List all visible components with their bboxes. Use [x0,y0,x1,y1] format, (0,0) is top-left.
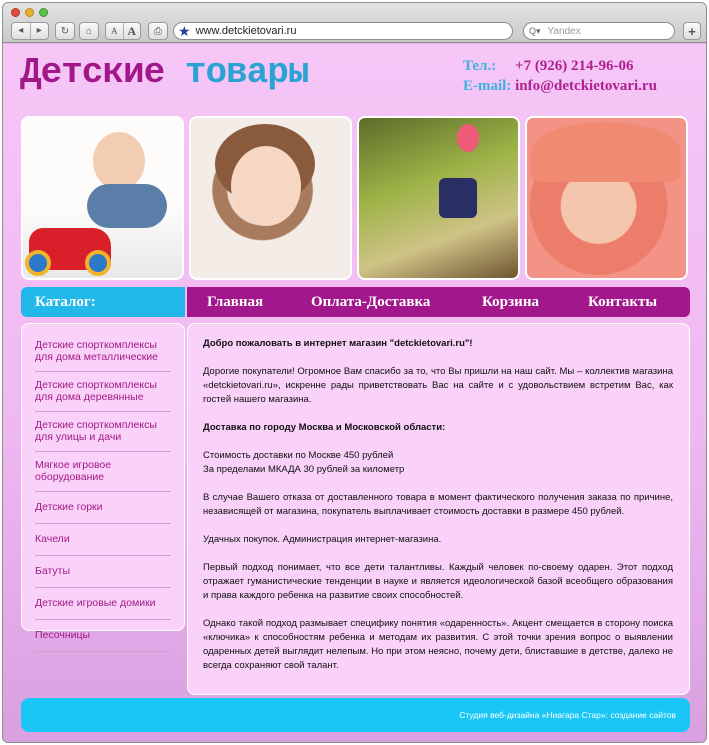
intro-paragraph: Дорогие покупатели! Огромное Вам спасибо за то, что Вы пришли на наш сайт. Мы – коллектив магазина «detckietovari.ru», искренне рады приветствовать Вас на сайте и с удовольствием встретим Вас, как гостей нашего магазина. [203,366,673,405]
site-logo[interactable] [20,52,308,93]
site-footer [21,698,690,732]
text-larger-button[interactable]: A [123,23,141,39]
address-bar[interactable] [173,22,513,40]
add-button[interactable] [683,22,701,40]
search-placeholder: Yandex [547,25,581,37]
back-arrow-icon[interactable]: ◂ [18,25,24,36]
back-forward-buttons [11,22,49,40]
menu-item-cart[interactable]: Корзина [482,293,539,310]
home-icon: ⌂ [85,25,93,37]
sidebar-item-playhouses[interactable]: Детские игровые домики [35,588,171,620]
browser-toolbar [3,3,706,43]
sidebar-item-wooden-complexes[interactable]: Детские спорткомплексы для дома деревянные [35,372,171,412]
email-row [463,76,657,96]
browser-window [2,2,707,743]
text-size-buttons [105,22,141,40]
header-contacts [463,56,657,96]
talent-paragraph-2: Однако такой подход размывает специфику понятия «одаренность». Акцент смещается в сторону поиска «ключика» к способностям ребенка и методам их развития. С этой точки зрения вопрос о выявлении одаренных детей выглядит нелепым. Но при этом неясно, почему дети, блиставшие в детстве, далеко не всегда сохраняют свой талант. [203,618,673,671]
phone-label: Тел.: [463,58,497,74]
menu-item-contacts[interactable]: Контакты [588,293,658,310]
photo-banner [21,116,691,282]
logo-word-2: товары [184,52,309,93]
wishes-paragraph: Удачных покупок. Администрация интернет-магазина. [203,534,442,545]
delivery-moscow: Стоимость доставки по Москве 450 рублей [203,450,394,461]
phone-row [463,56,657,76]
bookmark-star-icon[interactable]: ★ [178,23,191,39]
logo-word-1: Детские [20,52,165,93]
main-content [187,323,690,695]
refusal-paragraph: В случае Вашего отказа от доставленного товара в момент фактического получения заказа по причине, независящей от магазина, покупатель выплачивает стоимость доставки в размере 450 рублей. [203,492,673,517]
photo-crawling-baby [21,116,184,280]
reload-button[interactable] [55,22,75,40]
sidebar-item-outdoor-complexes[interactable]: Детские спорткомплексы для улицы и дачи [35,412,171,452]
talent-paragraph-1: Первый подход понимает, что все дети талантливы. Каждый человек по-своему одарен. Этот подход отражает гуманистические тенденции в науке и является идеологической базой всеобщего образования и права каждого ребенка на развитие своих способностей. [203,562,673,601]
delivery-prices [203,449,673,477]
footer-credit-link[interactable]: Студия веб-дизайна «Ниагара Стар»: создание сайтов [459,710,676,720]
catalog-sidebar [21,323,185,641]
search-field[interactable] [523,22,675,40]
sidebar-item-soft-play[interactable]: Мягкое игровое оборудование [35,452,171,492]
page-viewport [3,44,707,743]
reload-icon: ↻ [60,25,70,37]
welcome-heading: Добро пожаловать в интернет магазин "detckietovari.ru"! [203,338,473,349]
phone-number: +7 (926) 214-96-06 [515,58,634,74]
sidebar-item-sandboxes[interactable]: Песочницы [35,620,171,652]
email-link[interactable]: info@detckietovari.ru [515,78,657,94]
catalog-heading: Каталог: [21,287,185,317]
menu-item-home[interactable]: Главная [207,293,264,310]
forward-arrow-icon[interactable]: ▸ [30,23,49,39]
url-text[interactable]: www.detckietovari.ru [195,25,297,37]
sidebar-item-trampolines[interactable]: Батуты [35,556,171,588]
print-icon: ⎙ [154,25,162,37]
photo-girl-with-backpack [357,116,520,280]
photo-baby-in-towel [525,116,688,280]
close-window-button[interactable] [11,8,20,17]
delivery-heading: Доставка по городу Москва и Московской области: [203,422,446,433]
menu-item-payment-delivery[interactable]: Оплата-Доставка [311,293,431,310]
print-button[interactable] [148,22,168,40]
email-label: E-mail: [463,78,512,94]
maximize-window-button[interactable] [39,8,48,17]
home-button[interactable] [79,22,99,40]
search-icon[interactable]: Q▾ [529,25,541,36]
minimize-window-button[interactable] [25,8,34,17]
sidebar-item-swings[interactable]: Качели [35,524,171,556]
main-menu [187,287,690,317]
delivery-outside: За пределами МКАДА 30 рублей за километр [203,464,405,475]
photo-smiling-girl [189,116,352,280]
text-smaller-button[interactable]: A [111,26,118,36]
plus-icon: + [688,23,696,39]
sidebar-item-slides[interactable]: Детские горки [35,492,171,524]
sidebar-item-metal-complexes[interactable]: Детские спорткомплексы для дома металлические [35,332,171,372]
